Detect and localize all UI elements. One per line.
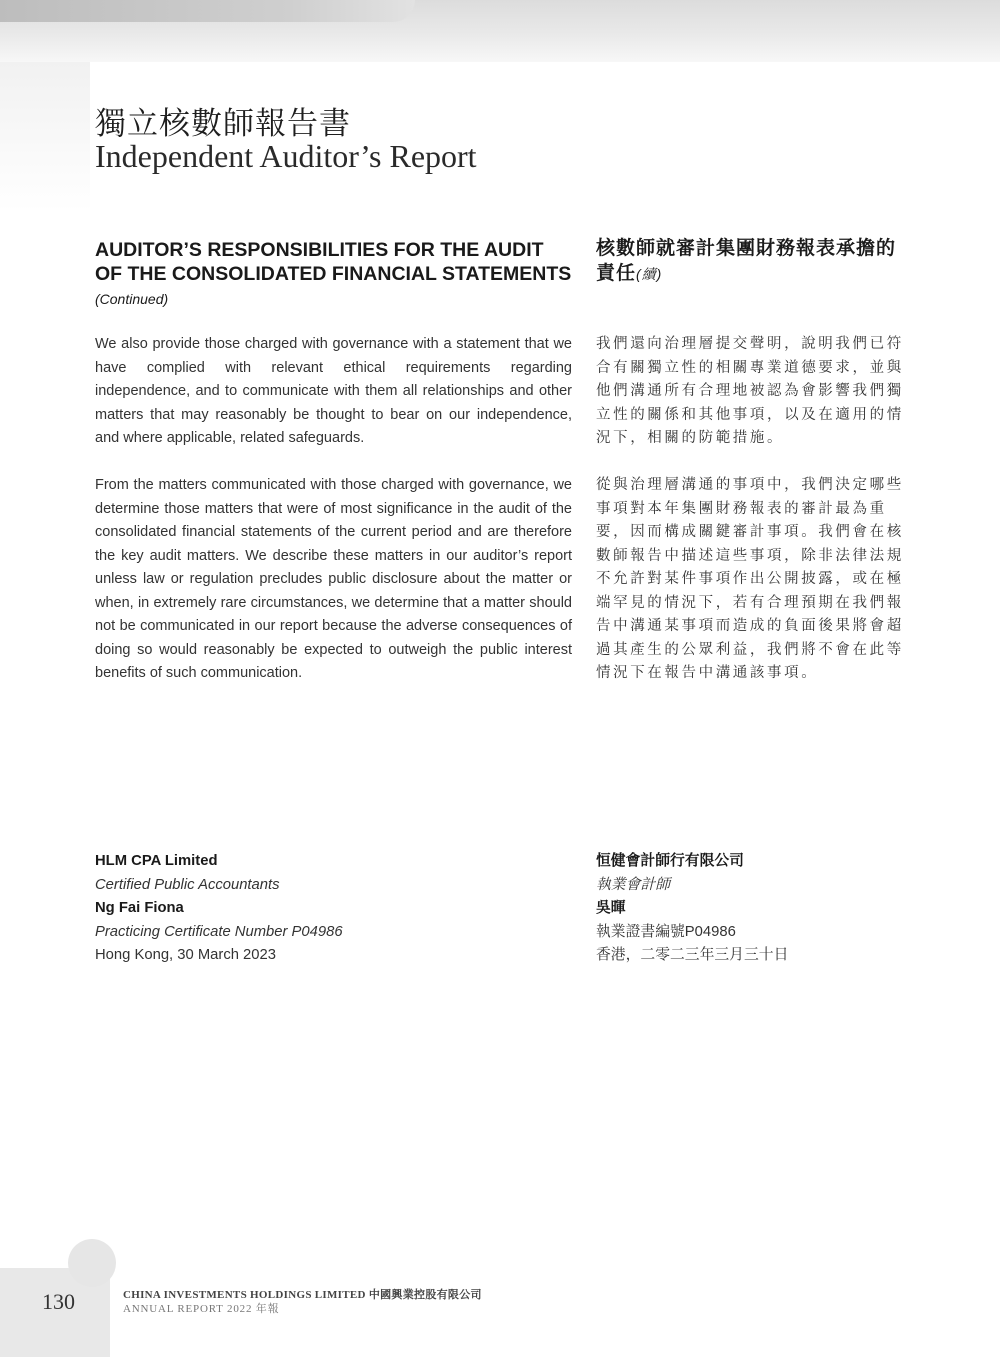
header-band-accent bbox=[0, 0, 415, 22]
footer-circle-decoration bbox=[68, 1239, 116, 1287]
section-heading-zh-text: 核數師就審計集團財務報表承擔的責任 bbox=[596, 238, 897, 284]
signature-block-zh bbox=[596, 850, 906, 968]
paragraph-zh-1: 我們還向治理層提交聲明，說明我們已符合有關獨立性的相關專業道德要求，並與他們溝通所有合理地被認為會影響我們獨立性的關係和其他事項，以及在適用的情況下，相關的防範措施。 bbox=[596, 336, 904, 446]
signatory-name-zh: 吳暉 bbox=[596, 900, 626, 917]
place-date-zh: 香港，二零二三年三月三十日 bbox=[596, 947, 789, 964]
firm-name-en: HLM CPA Limited bbox=[95, 853, 218, 869]
page-number: 130 bbox=[42, 1289, 75, 1314]
certificate-number-en: Practicing Certificate Number P04986 bbox=[95, 923, 343, 940]
signature-block-en bbox=[95, 850, 515, 968]
section-heading-en-text: AUDITOR’S RESPONSIBILITIES FOR THE AUDIT OF THE CONSOLIDATED FINANCIAL STATEMENTS bbox=[95, 239, 572, 285]
section-heading-zh bbox=[596, 236, 906, 287]
paragraph-zh-2: 從與治理層溝通的事項中，我們決定哪些事項對本年集團財務報表的審計最為重要，因而構成關鍵審計事項。我們會在核數師報告中描述這些事項，除非法律法規不允許對某件事項作出公開披露，或在極端罕見的情況下，若有合理預期在我們報告中溝通某事項而造成的負面後果將會超過其產生的公眾利益，我們將不會在此等情況下在報告中溝通該事項。 bbox=[596, 477, 904, 681]
footer-company: CHINA INVESTMENTS HOLDINGS LIMITED 中國興業控股有限公司 bbox=[123, 1289, 482, 1301]
paragraph-en-1: We also provide those charged with governance with a statement that we have complied with relevant ethical requirements regarding independence, and to communicate with them all relationships and other matters that may reasonably be thought to bear on our independence, and where applicable, related safeguards. bbox=[95, 336, 572, 446]
continued-label-en: (Continued) bbox=[95, 291, 169, 307]
signatory-name-en: Ng Fai Fiona bbox=[95, 900, 184, 917]
firm-title-en: Certified Public Accountants bbox=[95, 876, 280, 893]
section-heading-en bbox=[95, 238, 572, 311]
firm-title-zh: 執業會計師 bbox=[596, 876, 670, 893]
page-title-zh: 獨立核數師報告書 bbox=[95, 106, 351, 142]
place-date-en: Hong Kong, 30 March 2023 bbox=[95, 947, 276, 964]
firm-name-zh: 恒健會計師行有限公司 bbox=[596, 853, 744, 869]
margin-shade bbox=[0, 62, 90, 212]
paragraph-en-2: From the matters communicated with those charged with governance, we determine those matters that were of most significance in the audit of the consolidated financial statements of the current period and are therefore the key audit matters. We describe these matters in our auditor’s report unless law or regulation precludes public disclosure about the matter or when, in extremely rare circumstances, we determine that a matter should not be communicated in our report because the adverse consequences of doing so would reasonably be expected to outweigh the public interest benefits of such communication. bbox=[95, 477, 572, 681]
continued-label-zh: (續) bbox=[636, 266, 663, 282]
footer-report: ANNUAL REPORT 2022 年報 bbox=[123, 1303, 280, 1315]
certificate-number-zh: 執業證書編號P04986 bbox=[596, 923, 736, 940]
page-title-en: Independent Auditor’s Report bbox=[95, 138, 477, 174]
